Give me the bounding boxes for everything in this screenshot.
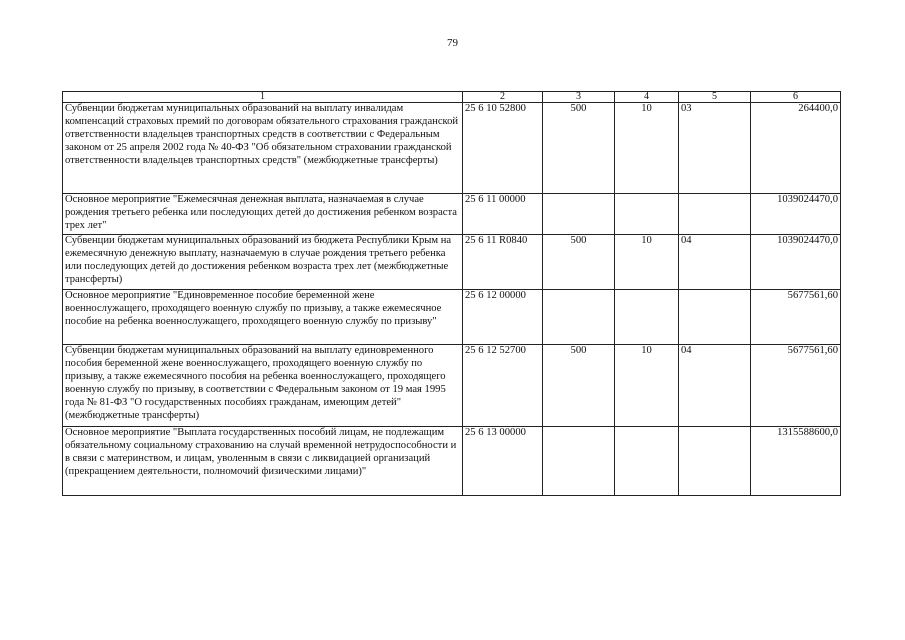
row-sum: 1039024470,0 (751, 194, 841, 235)
row-col-5 (679, 290, 751, 345)
row-sum: 1315588600,0 (751, 427, 841, 496)
row-sum: 5677561,60 (751, 290, 841, 345)
table-row (63, 290, 841, 345)
row-code: 25 6 11 R0840 (463, 235, 543, 290)
row-name: Основное мероприятие "Выплата государственных пособий лицам, не подлежащим обязательному социальному страхованию на случай временной нетрудоспособности и в связи с материнством, и лицам, уволенным в связи с ликвидацией организаций (прекращением деятельности, полномочий физическими лицами)" (63, 427, 463, 496)
header-col-1: 1 (63, 92, 463, 103)
row-name: Субвенции бюджетам муниципальных образований на выплату инвалидам компенсаций страховых премий по договорам обязательного страхования гражданской ответственности владельцев транспортных средств в соответствии с Федеральным законом от 25 апреля 2002 года № 40-ФЗ "Об обязательном страховании гражданской ответственности владельцев транспортных средств" (межбюджетные трансферты) (63, 103, 463, 194)
row-col-4 (615, 427, 679, 496)
row-col-3 (543, 290, 615, 345)
row-sum: 1039024470,0 (751, 235, 841, 290)
row-code: 25 6 13 00000 (463, 427, 543, 496)
table-row (63, 345, 841, 427)
row-col-3: 500 (543, 235, 615, 290)
budget-table (62, 91, 841, 496)
row-name: Субвенции бюджетам муниципальных образований на выплату единовременного пособия беременной жене военнослужащего, проходящего военную службу по призыву, а также ежемесячного пособия на ребенка военнослужащего, проходящего военную службу по призыву, в соответствии с Федеральным законом от 19 мая 1995 года № 81-ФЗ "О государственных пособиях гражданам, имеющим детей" (межбюджетные трансферты) (63, 345, 463, 427)
row-col-3: 500 (543, 103, 615, 194)
row-col-4: 10 (615, 235, 679, 290)
header-col-5: 5 (679, 92, 751, 103)
header-col-2: 2 (463, 92, 543, 103)
row-name: Субвенции бюджетам муниципальных образований из бюджета Республики Крым на ежемесячную денежную выплату, назначаемую в случае рождения третьего ребенка или последующих детей до достижения ребенком возраста трех лет (межбюджетные трансферты) (63, 235, 463, 290)
row-col-4 (615, 290, 679, 345)
row-col-3: 500 (543, 345, 615, 427)
header-row (63, 92, 841, 103)
row-code: 25 6 10 52800 (463, 103, 543, 194)
header-col-4: 4 (615, 92, 679, 103)
header-col-3: 3 (543, 92, 615, 103)
row-col-3 (543, 194, 615, 235)
table-row (63, 235, 841, 290)
row-code: 25 6 12 00000 (463, 290, 543, 345)
row-col-5: 03 (679, 103, 751, 194)
table-row (63, 194, 841, 235)
row-code: 25 6 11 00000 (463, 194, 543, 235)
row-code: 25 6 12 52700 (463, 345, 543, 427)
row-col-3 (543, 427, 615, 496)
row-name: Основное мероприятие "Ежемесячная денежная выплата, назначаемая в случае рождения третьего ребенка или последующих детей до достижения ребенком возраста трех лет" (63, 194, 463, 235)
row-sum: 264400,0 (751, 103, 841, 194)
row-col-5: 04 (679, 235, 751, 290)
table-row (63, 103, 841, 194)
row-col-5 (679, 427, 751, 496)
row-sum: 5677561,60 (751, 345, 841, 427)
row-col-4 (615, 194, 679, 235)
row-col-5: 04 (679, 345, 751, 427)
table-row (63, 427, 841, 496)
row-col-4: 10 (615, 345, 679, 427)
row-col-4: 10 (615, 103, 679, 194)
page-number: 79 (447, 37, 458, 49)
row-name: Основное мероприятие "Единовременное пособие беременной жене военнослужащего, проходящего военную службу по призыву, а также ежемесячное пособие на ребенка военнослужащего, проходящего военную службу по призыву" (63, 290, 463, 345)
row-col-5 (679, 194, 751, 235)
header-col-6: 6 (751, 92, 841, 103)
